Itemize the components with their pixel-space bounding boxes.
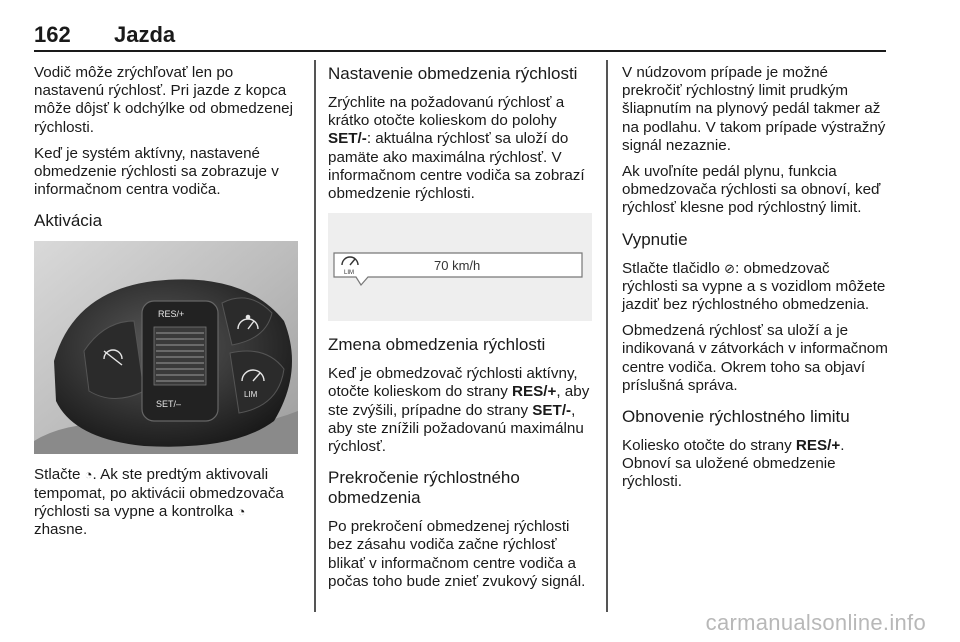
speed-limiter-off-icon: ⊘ — [724, 260, 736, 276]
section-heading-resume: Obnovenie rýchlostného limitu — [622, 407, 850, 427]
section-heading-change: Zmena obmedzenia rýchlosti — [328, 335, 546, 355]
lim-label: LIM — [344, 270, 355, 277]
paragraph: Keď je systém aktívny, nastavené obmedzenie rýchlosti sa zobrazuje v informačnom centra vodiča. — [34, 144, 279, 199]
paragraph: Po prekročení obmedzenej rýchlosti bez zásahu vodiča začne rýchlosť blikať v informačnom centre vodiča a počas toho bude znieť zvukový signál. — [328, 518, 586, 590]
page-header — [34, 22, 886, 52]
section-heading-exceed: Prekročenie rýchlostného obmedzenia — [328, 468, 520, 508]
cruise-control-icon: ◔ — [237, 503, 246, 519]
section-heading-setting: Nastavenie obmedzenia rýchlosti — [328, 64, 578, 83]
speed-limiter-icon: ◔ — [84, 467, 93, 483]
watermark: carmanualsonline.info — [705, 610, 926, 635]
header-rule — [34, 50, 886, 52]
column-2 — [328, 64, 594, 599]
section-heading-activation: Aktivácia — [34, 211, 103, 231]
paragraph: Obmedzená rýchlosť sa uloží a je indikovaná v zátvorkách v informačnom centre vodiča. Okrem toho sa objaví príslušná správa. — [622, 322, 888, 394]
paragraph: Zrýchlite na požadovanú rýchlosť a krátko otočte kolieskom do polohy SET/-: aktuálna rýchlosť sa uloží do pamäte ako maximálna rýchlosť. V informačnom centre vodiča sa zobrazí obmedzenie rýchlosti. — [328, 94, 585, 203]
column-divider-1 — [314, 60, 316, 612]
chapter-title: Jazda — [114, 22, 176, 47]
speed-readout: 70 km/h — [434, 258, 481, 274]
res-label: RES/+ — [158, 309, 185, 320]
column-1 — [34, 64, 302, 547]
paragraph: Vodič môže zrýchľovať len po nastavenú rýchlosť. Pri jazde z kopca môže dôjsť k odchýlke od obmedzenej rýchlosti. — [34, 64, 293, 136]
driver-info-display-illustration — [328, 213, 592, 321]
paragraph: Keď je obmedzovač rýchlosti aktívny, otočte kolieskom do strany RES/+, aby ste zvýšili, prípadne do strany SET/-, aby ste znížili požadovanú maximálnu rýchlosť. — [328, 365, 590, 456]
section-heading-off: Vypnutie — [622, 229, 688, 249]
lim-label: LIM — [244, 390, 258, 400]
paragraph: Koliesko otočte do strany RES/+. Obnoví sa uložené obmedzenie rýchlosti. — [622, 437, 845, 491]
paragraph: Stlačte tlačidlo ⊘: obmedzovač rýchlosti sa vypne a s vozidlom môžete jazdiť bez rýchlostného obmedzenia. — [622, 259, 886, 314]
page-number: 162 — [34, 22, 71, 47]
column-divider-2 — [606, 60, 608, 612]
paragraph: Stlačte ◔. Ak ste predtým aktivovali tempomat, po aktivácii obmedzovača rýchlosti sa vypne a kontrolka ◔ zhasne. — [34, 466, 284, 539]
column-3 — [622, 64, 888, 500]
paragraph: V núdzovom prípade je možné prekročiť rýchlostný limit prudkým šliapnutím na plynový pedál takmer až na podlahu. V takom prípade výstražný signál nezaznie. — [622, 64, 886, 154]
steering-wheel-controls-photo — [34, 241, 298, 454]
set-label: SET/– — [156, 399, 182, 410]
paragraph: Ak uvoľníte pedál plynu, funkcia obmedzovača rýchlosti sa obnoví, keď rýchlosť klesne pod rýchlostný limit. — [622, 163, 881, 217]
